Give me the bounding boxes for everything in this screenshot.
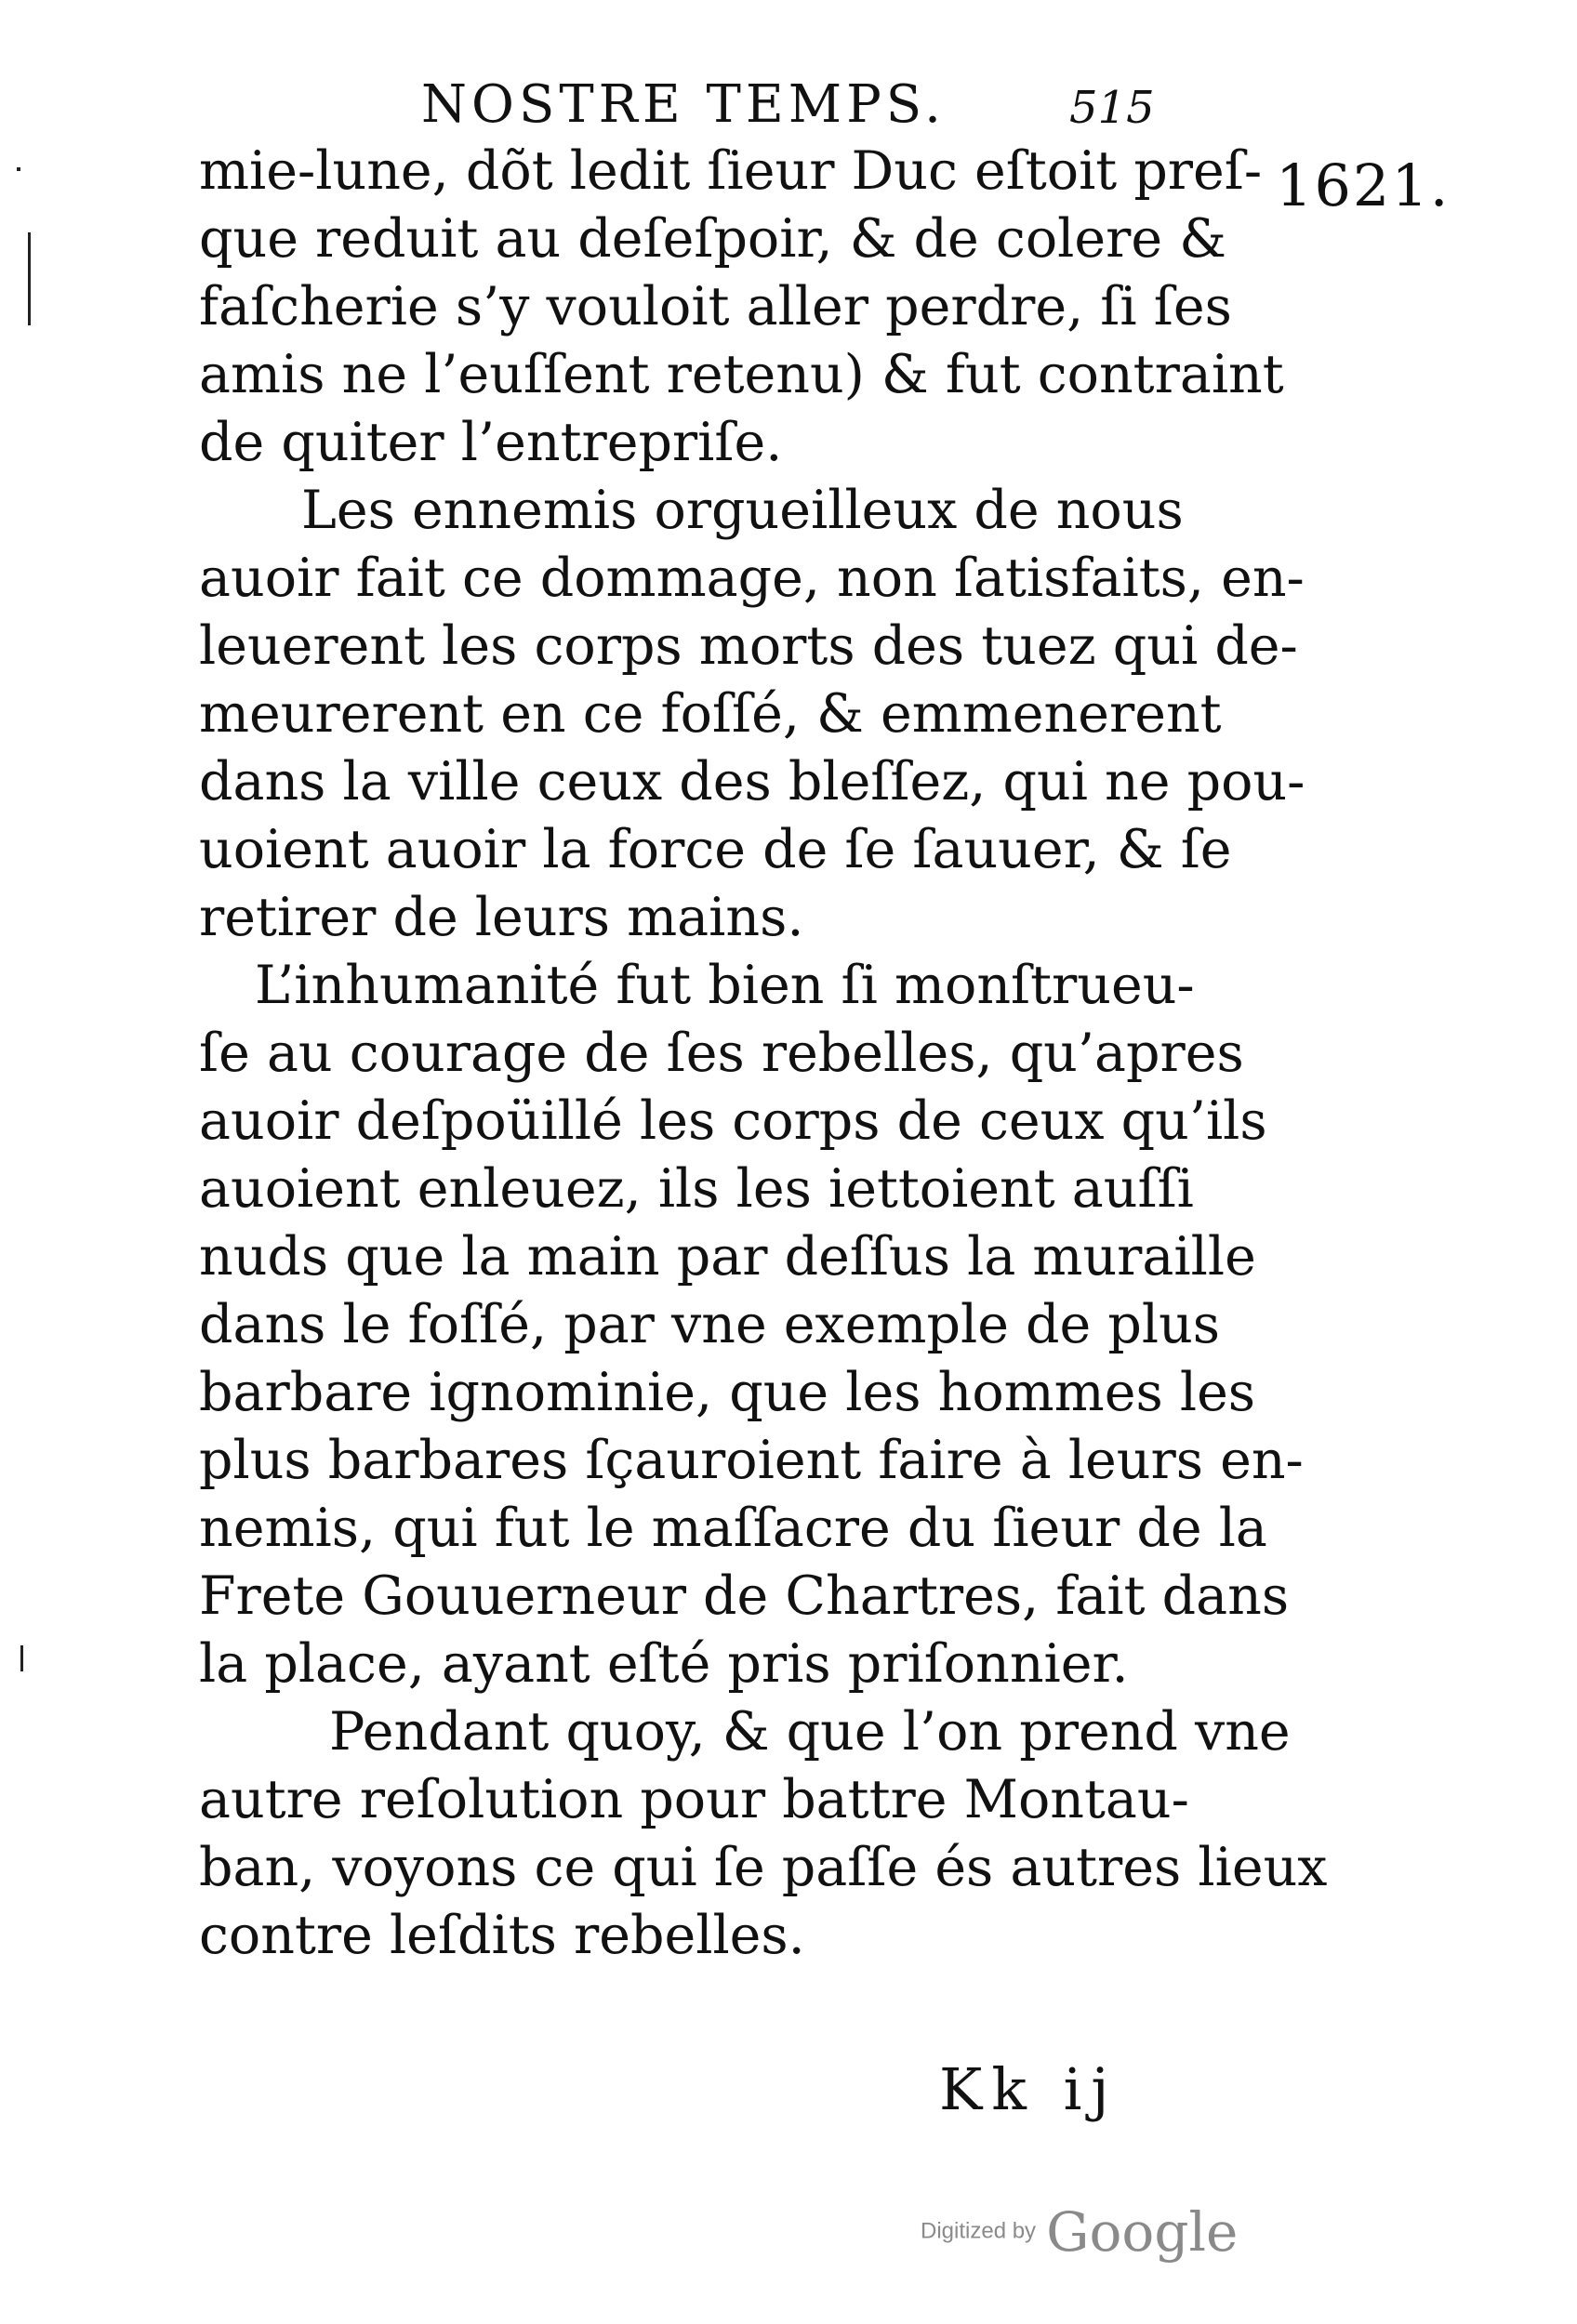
text-line: mie-lune, dõt ledit ſieur Duc eſtoit preſ-	[199, 140, 1263, 202]
text-line: autre reſolution pour battre Montau-	[199, 1769, 1189, 1830]
text-line: uoient auoir la force de ſe ſauuer, & ſe	[199, 819, 1232, 880]
text-line: nuds que la main par deſſus la muraille	[199, 1226, 1256, 1287]
text-line: L’inhumanité fut bien ſi monſtrueu-	[255, 955, 1195, 1016]
edge-speck	[28, 232, 31, 325]
text-line: auoient enleuez, ils les iettoient auſſi	[199, 1158, 1194, 1220]
digitized-watermark	[921, 2194, 1238, 2269]
text-line: nemis, qui fut le maſſacre du ſieur de la	[199, 1498, 1267, 1559]
text-line: amis ne l’euſſent retenu) & fut contraint	[199, 344, 1284, 405]
text-line: de quiter l’entrepriſe.	[199, 412, 783, 473]
text-line: que reduit au deſeſpoir, & de colere &	[199, 208, 1226, 270]
edge-speck	[17, 167, 20, 171]
text-line: la place, ayant eſté pris priſonnier.	[199, 1633, 1129, 1695]
page-number: 515	[1069, 82, 1155, 134]
signature-mark: Kk ij	[939, 2055, 1119, 2123]
text-line: leuerent les corps morts des tuez qui de-	[199, 615, 1298, 677]
text-line: dans la ville ceux des bleſſez, qui ne pou-	[199, 751, 1305, 812]
text-line: contre leſdits rebelles.	[199, 1905, 805, 1966]
text-line: meurerent en ce foſſé, & emmenerent	[199, 683, 1222, 745]
text-line: plus barbares ſçauroient faire à leurs en-	[199, 1430, 1304, 1491]
text-line: Pendant quoy, & que l’on prend vne	[329, 1701, 1291, 1763]
text-line: faſcherie s’y vouloit aller perdre, ſi ſes	[199, 276, 1232, 337]
margin-year: 1621.	[1276, 152, 1451, 219]
text-line: ſe au courage de ſes rebelles, qu’apres	[199, 1023, 1244, 1084]
text-line: auoir deſpoüillé les corps de ceux qu’ils	[199, 1090, 1267, 1152]
text-line: ban, voyons ce qui ſe paſſe és autres lieux	[199, 1837, 1328, 1898]
text-line: auoir fait ce dommage, non ſatisfaits, en-	[199, 548, 1305, 609]
google-logo: Google	[1046, 2199, 1239, 2264]
text-line: barbare ignominie, que les hommes les	[199, 1362, 1256, 1423]
digitized-by-label: Digitized by	[921, 2218, 1037, 2244]
text-line: Frete Gouuerneur de Chartres, fait dans	[199, 1565, 1290, 1627]
edge-speck	[20, 1645, 23, 1671]
text-line: retirer de leurs mains.	[199, 887, 804, 948]
text-line: Les ennemis orgueilleux de nous	[301, 480, 1184, 541]
text-line: dans le foſſé, par vne exemple de plus	[199, 1294, 1221, 1355]
body-text	[199, 138, 1328, 1970]
running-title: NOSTRE TEMPS.	[421, 74, 946, 135]
